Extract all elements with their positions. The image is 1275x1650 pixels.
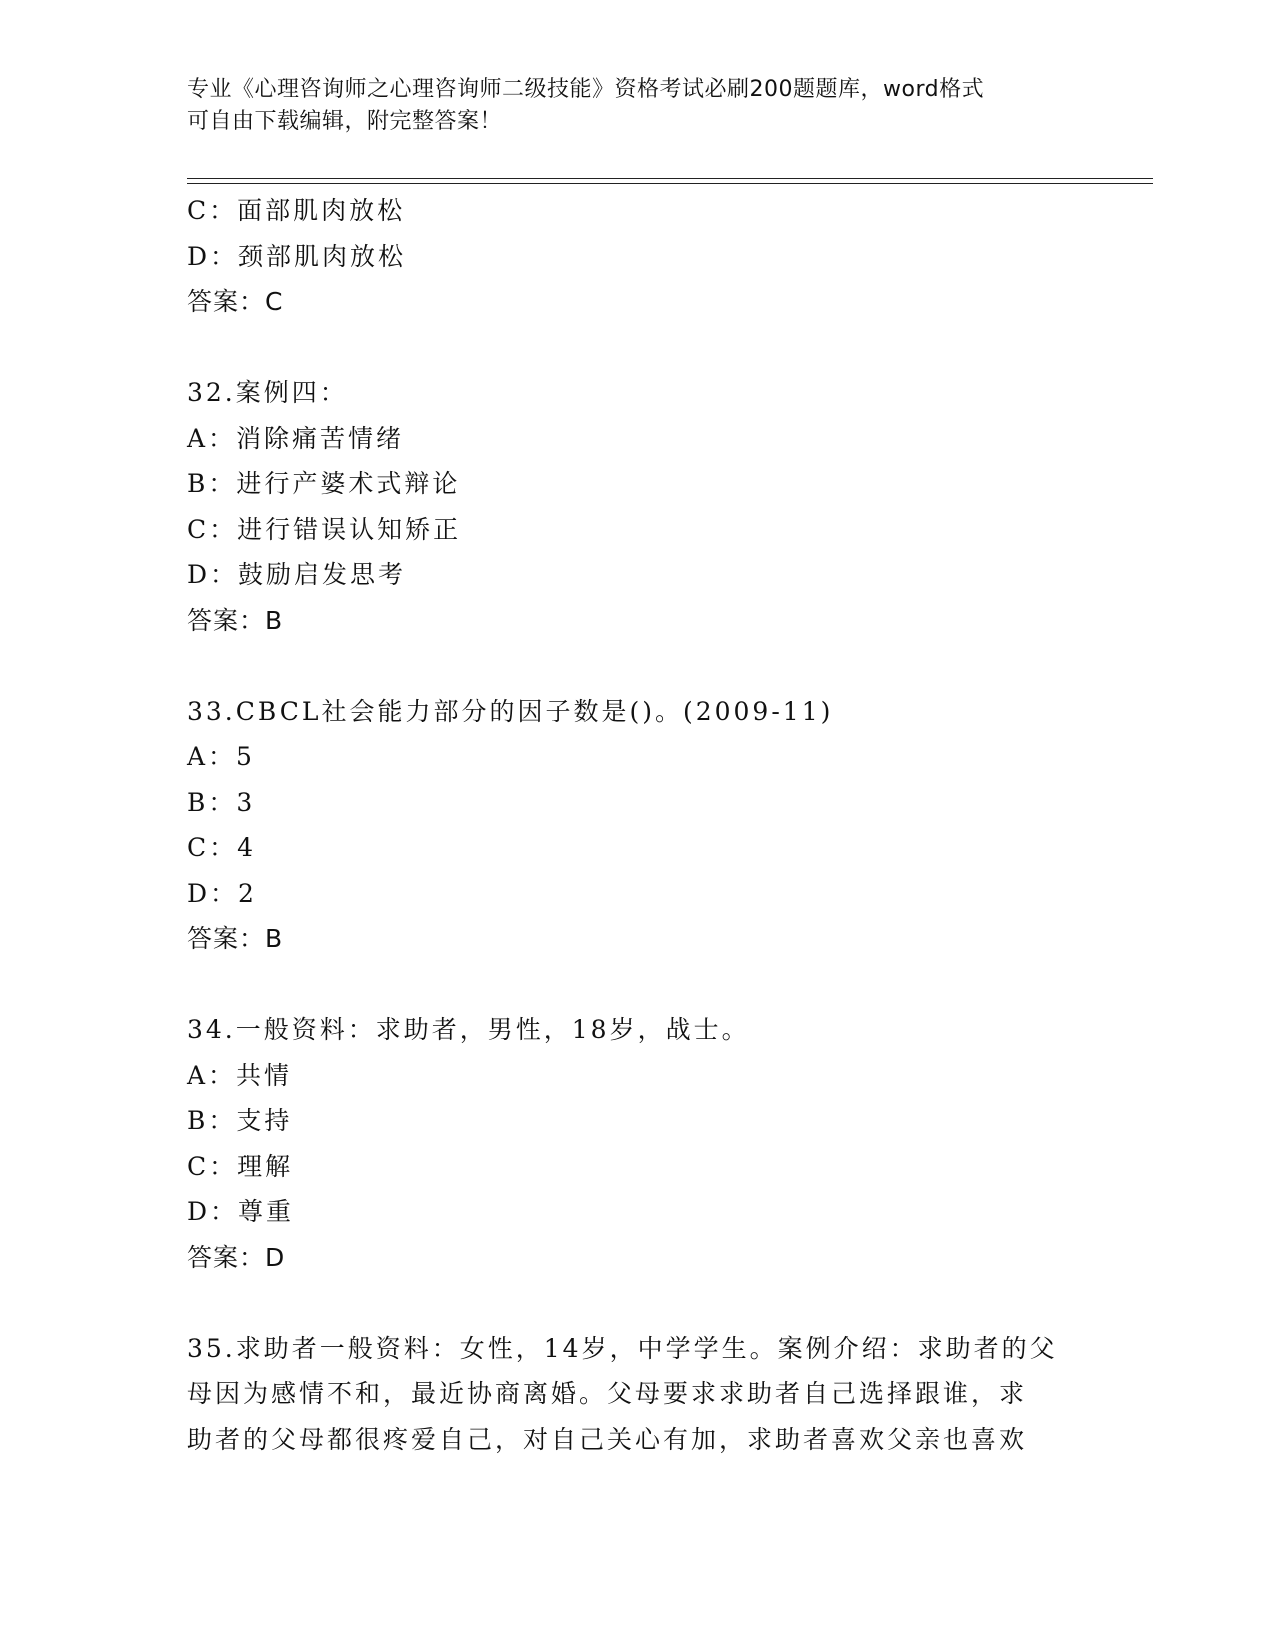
q33-option-c: C：4 [187,833,257,862]
header-rule-top [187,178,1153,179]
spacer [187,643,1087,689]
spacer [187,962,1087,1008]
spacer [187,1280,1087,1326]
q31-option-c: C：面部肌肉放松 [187,196,406,225]
q33-stem: 33.CBCL社会能力部分的因子数是()。(2009-11) [187,696,834,726]
q35-stem-line-1: 35.求助者一般资料：女性，14岁，中学学生。案例介绍：求助者的父 [187,1333,1058,1363]
header-line-1: 专业《心理咨询师之心理咨询师二级技能》资格考试必刷200题题库，word格式 [187,77,985,102]
question-content [187,188,1087,1462]
q34-option-c: C：理解 [187,1151,294,1181]
spacer [187,325,1087,371]
q34-option-d: D：尊重 [187,1197,295,1226]
q35-stem-line-3: 助者的父母都很疼爱自己，对自己关心有加，求助者喜欢父亲也喜欢 [187,1424,1028,1454]
q32-option-c: C：进行错误认知矫正 [187,514,462,544]
q35-stem-line-2: 母因为感情不和，最近协商离婚。父母要求求助者自己选择跟谁，求 [187,1379,1028,1408]
q33-answer: 答案：B [187,924,284,953]
q34-stem: 34.一般资料：求助者，男性，18岁，战士。 [187,1015,750,1044]
document-header [187,74,1067,138]
q33-option-d: D：2 [187,878,257,908]
q32-answer: 答案：B [187,605,284,635]
header-line-2: 可自由下载编辑，附完整答案！ [187,109,503,134]
header-rule-bottom [187,183,1153,184]
q31-option-d: D：颈部肌肉放松 [187,241,407,271]
q32-stem: 32.案例四： [187,378,348,407]
q32-option-a: A：消除痛苦情绪 [187,423,405,453]
q33-option-b: B：3 [187,787,256,817]
q34-answer: 答案：D [187,1242,286,1272]
q34-option-b: B：支持 [187,1106,293,1135]
q34-option-a: A：共情 [187,1060,293,1090]
q32-option-b: B：进行产婆术式辩论 [187,469,461,498]
q32-option-d: D：鼓励启发思考 [187,560,407,589]
q33-option-a: A：5 [187,742,255,771]
q31-answer: 答案：C [187,287,284,316]
